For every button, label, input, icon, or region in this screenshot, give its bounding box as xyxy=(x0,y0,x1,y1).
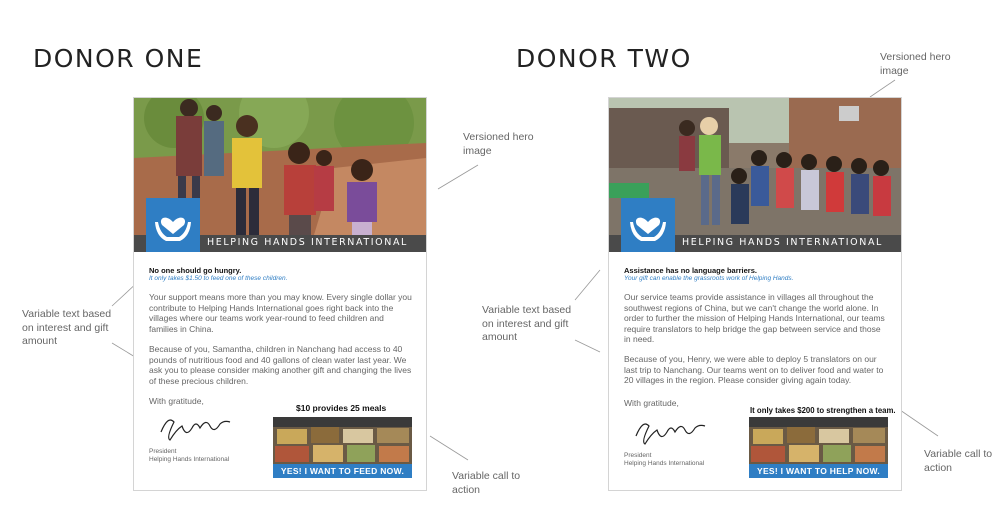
brand-name: HELPING HANDS INTERNATIONAL xyxy=(682,237,883,248)
connector-cta-two xyxy=(900,410,938,436)
cta-food-image xyxy=(749,417,888,464)
donor-one-title: DONOR ONE xyxy=(33,44,204,73)
body-paragraph-2: Because of you, Henry, we were able to deploy 5 translators on our last trip to Nanchang. Our teams went on to deliver food and water to 20 villages in the region. Please consider giving again today. xyxy=(624,354,884,386)
signature-image xyxy=(156,410,236,444)
cta-headline: $10 provides 25 meals xyxy=(296,403,387,413)
brand-name: HELPING HANDS INTERNATIONAL xyxy=(207,237,408,248)
body-paragraph-1: Your support means more than you may know. Every single dollar you contribute to Helping Hands International goes right back into the villages where our teams work year-round to feed children and families in China. xyxy=(149,292,412,334)
closing: With gratitude, xyxy=(149,396,204,406)
cta-button-feed[interactable]: YES! I WANT TO FEED NOW. xyxy=(273,464,412,478)
subhead: Your gift can enable the grassroots work of Helping Hands. xyxy=(624,275,794,282)
signer-title: President xyxy=(624,452,652,459)
donor-two-letter xyxy=(608,97,902,491)
connector-cta-one xyxy=(430,436,468,460)
donor-one-letter xyxy=(133,97,427,491)
signer-org: Helping Hands International xyxy=(624,460,705,467)
annotation-cta-one: Variable call to action xyxy=(452,470,521,496)
subhead: It only takes $1.50 to feed one of these children. xyxy=(149,275,288,282)
cta-headline: It only takes $200 to strengthen a team. xyxy=(750,406,896,415)
hands-heart-icon xyxy=(146,198,200,252)
donor-two-title: DONOR TWO xyxy=(516,44,692,73)
cta-food-image xyxy=(273,417,412,464)
cta-button-help[interactable]: YES! I WANT TO HELP NOW. xyxy=(749,464,888,478)
annotation-text-two: Variable text based on interest and gift amount xyxy=(482,304,572,343)
closing: With gratitude, xyxy=(624,398,679,408)
signature-image xyxy=(631,414,711,448)
signer-org: Helping Hands International xyxy=(149,456,230,463)
annotation-text-one: Variable text based on interest and gift amount xyxy=(22,308,112,347)
headline: No one should go hungry. xyxy=(149,266,242,275)
headline: Assistance has no language barriers. xyxy=(624,266,757,275)
connector-hero-two xyxy=(870,80,895,97)
signer-title: President xyxy=(149,448,177,455)
connector-hero-one xyxy=(438,165,478,189)
annotation-hero-two: Versioned hero image xyxy=(880,51,951,77)
connector-text-two-a xyxy=(575,270,600,300)
body-paragraph-2: Because of you, Samantha, children in Nanchang had access to 40 pounds of nutritious food and 40 gallons of clean water last year. We ask you to please consider making another gift and changing the lives of these precious children. xyxy=(149,344,412,386)
annotation-cta-two: Variable call to action xyxy=(924,448,993,474)
annotation-hero-one: Versioned hero image xyxy=(463,131,534,157)
hands-heart-icon xyxy=(621,198,675,252)
body-paragraph-1: Our service teams provide assistance in villages all throughout the southwest regions of China, but we can't change the world alone. In order to further the mission of Helping Hands International, our teams require translators to help bridge the gap between service and those in need. xyxy=(624,292,885,345)
